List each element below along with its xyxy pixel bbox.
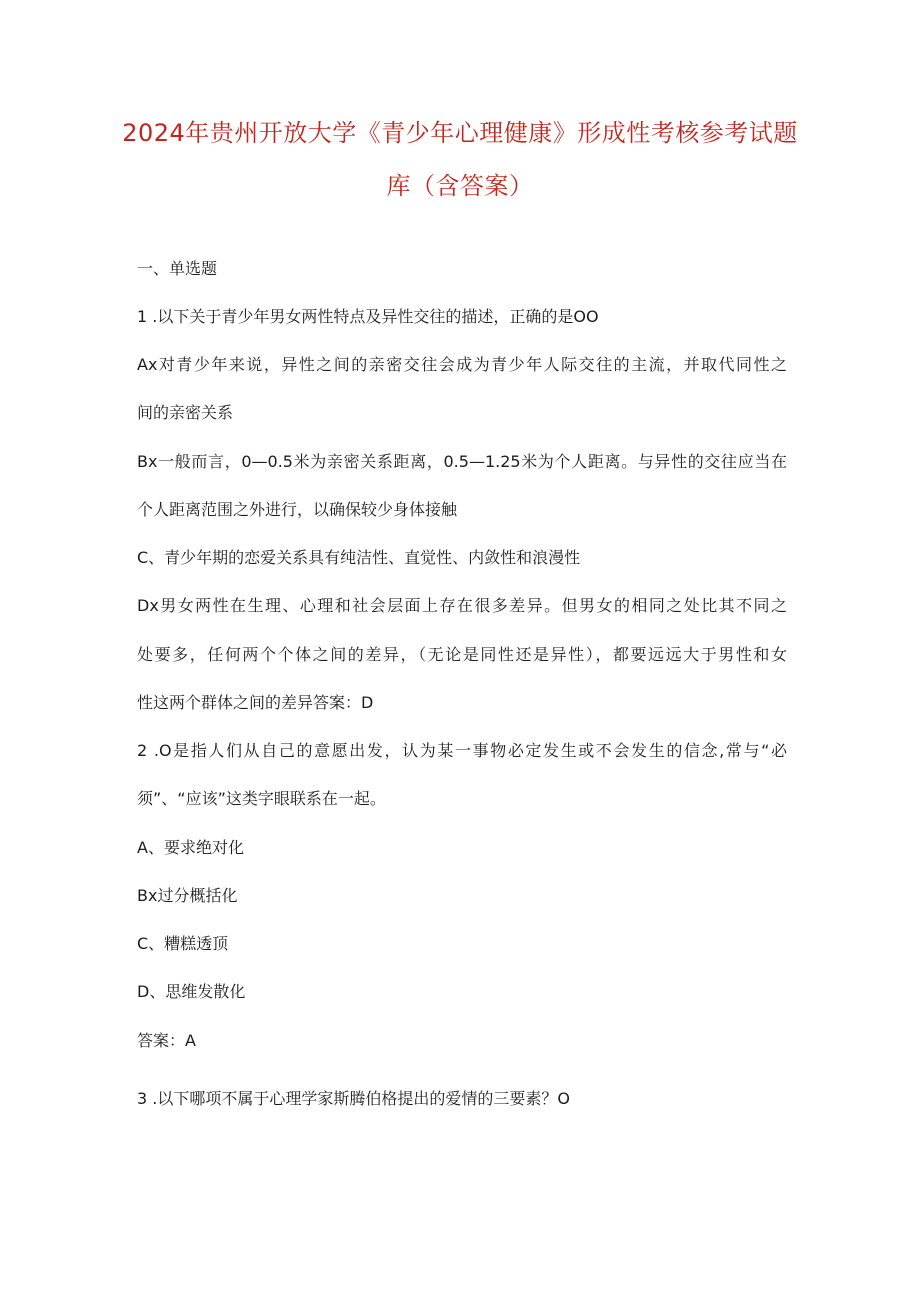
question-1-option-d-cont: 处要多，任何两个个体之间的差异，（无论是同性还是异性），都要远远大于男性和女 bbox=[137, 645, 787, 664]
question-2-option-c: C、糟糕透顶 bbox=[137, 934, 229, 953]
question-1-answer: 性这两个群体之间的差异答案：D bbox=[137, 693, 374, 712]
question-1-option-d: Dx男女两性在生理、心理和社会层面上存在很多差异。但男女的相同之处比其不同之 bbox=[137, 596, 787, 615]
question-2-stem-cont: 须”、“应该”这类字眼联系在一起。 bbox=[137, 789, 386, 808]
question-2-option-a: A、要求绝对化 bbox=[137, 838, 244, 857]
question-2-answer: 答案：A bbox=[137, 1031, 196, 1050]
question-2-option-d: D、思维发散化 bbox=[137, 982, 246, 1001]
question-1-stem: 1 .以下关于青少年男女两性特点及异性交往的描述，正确的是OO bbox=[137, 307, 599, 326]
document-title-line-1: 2024年贵州开放大学《青少年心理健康》形成性考核参考试题 bbox=[122, 119, 798, 147]
document-title-line-2: 库（含答案） bbox=[386, 172, 534, 200]
question-1-option-a: Ax对青少年来说，异性之间的亲密交往会成为青少年人际交往的主流，并取代同性之 bbox=[137, 355, 787, 374]
question-1-option-b: Bx一般而言，0—0.5米为亲密关系距离，0.5—1.25米为个人距离。与异性的交往应当在 bbox=[137, 452, 787, 471]
section-heading: 一、单选题 bbox=[137, 259, 218, 278]
question-3-stem: 3 .以下哪项不属于心理学家斯腾伯格提出的爱情的三要素？O bbox=[137, 1089, 570, 1108]
question-1-option-b-cont: 个人距离范围之外进行，以确保较少身体接触 bbox=[137, 500, 458, 519]
question-2-stem: 2 .O是指人们从自己的意愿出发，认为某一事物必定发生或不会发生的信念,常与“必 bbox=[137, 741, 787, 760]
question-1-option-a-cont: 间的亲密关系 bbox=[137, 403, 234, 422]
question-2-option-b: Bx过分概括化 bbox=[137, 886, 238, 905]
question-1-option-c: C、青少年期的恋爱关系具有纯洁性、直觉性、内敛性和浪漫性 bbox=[137, 548, 581, 567]
